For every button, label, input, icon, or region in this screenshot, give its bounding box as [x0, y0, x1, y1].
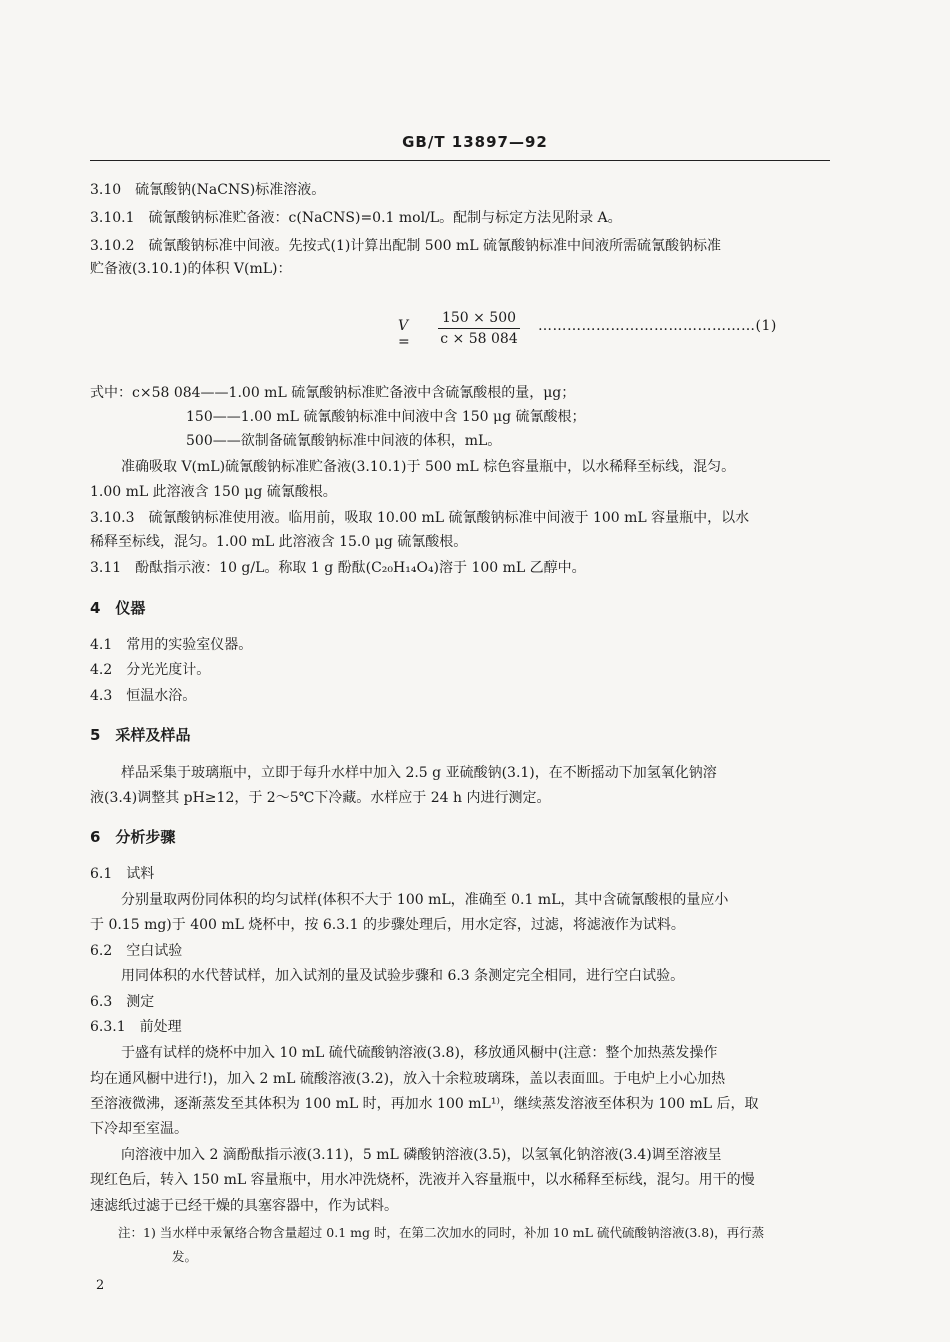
- text-line: 3.10.1 硫氰酸钠标准贮备液：c(NaCNS)=0.1 mol/L。配制与标定方法见附录 A。: [90, 210, 622, 226]
- formula-lhs: V =: [398, 318, 410, 350]
- section-heading-5: 5 采样及样品: [90, 726, 191, 744]
- text-line: 向溶液中加入 2 滴酚酞指示液(3.11)，5 mL 磷酸钠溶液(3.5)，以氢氧化钠溶液(3.4)调至溶液呈: [121, 1147, 722, 1163]
- text-line: 下冷却至室温。: [90, 1121, 188, 1137]
- text-line: 稀释至标线，混匀。1.00 mL 此溶液含 15.0 μg 硫氰酸根。: [90, 534, 468, 550]
- page-header: GB/T 13897—92: [402, 133, 548, 151]
- header-rule: [90, 160, 830, 161]
- formula-fraction: [438, 309, 520, 348]
- text-line: 速滤纸过滤于已经干燥的具塞容器中，作为试料。: [90, 1198, 398, 1214]
- text-line: 用同体积的水代替试样，加入试剂的量及试验步骤和 6.3 条测定完全相同，进行空白试验。: [121, 968, 685, 984]
- text-line: 均在通风橱中进行!)，加入 2 mL 硫酸溶液(3.2)，放入十余粒玻璃珠，盖以表面皿。于电炉上小心加热: [90, 1071, 726, 1087]
- text-line: 4.1 常用的实验室仪器。: [90, 637, 253, 653]
- text-line: 6.3.1 前处理: [90, 1019, 182, 1035]
- text-line: 500——欲制备硫氰酸钠标准中间液的体积，mL。: [186, 433, 502, 449]
- footnote-cont: 发。: [172, 1249, 198, 1264]
- formula-numerator: 150 × 500: [441, 310, 517, 326]
- section-heading-6: 6 分析步骤: [90, 828, 176, 846]
- formula-number: ………………………………………(1): [538, 318, 777, 334]
- text-line: 6.2 空白试验: [90, 943, 183, 959]
- text-line: 6.3 测定: [90, 994, 155, 1010]
- text-line: 于盛有试样的烧杯中加入 10 mL 硫代硫酸钠溶液(3.8)，移放通风橱中(注意：整个加热蒸发操作: [121, 1045, 718, 1061]
- text-line: 液(3.4)调整其 pH≥12，于 2～5℃下冷藏。水样应于 24 h 内进行测定。: [90, 790, 551, 806]
- text-line: 3.10.2 硫氰酸钠标准中间液。先按式(1)计算出配制 500 mL 硫氰酸钠标准中间液所需硫氰酸钠标准: [90, 238, 722, 254]
- text-line: 1.00 mL 此溶液含 150 μg 硫氰酸根。: [90, 484, 337, 500]
- text-line: 3.11 酚酞指示液：10 g/L。称取 1 g 酚酞(C₂₀H₁₄O₄)溶于 100 mL 乙醇中。: [90, 560, 586, 576]
- text-line: 3.10 硫氰酸钠(NaCNS)标准溶液。: [90, 182, 326, 198]
- text-line: 于 0.15 mg)于 400 mL 烧杯中，按 6.3.1 的步骤处理后，用水定容，过滤，将滤液作为试料。: [90, 917, 685, 933]
- text-line: 6.1 试料: [90, 866, 155, 882]
- formula-denominator: c × 58 084: [440, 331, 518, 347]
- text-line: 贮备液(3.10.1)的体积 V(mL)：: [90, 261, 292, 277]
- section-heading-4: 4 仪器: [90, 599, 146, 617]
- footnote: 注：1) 当水样中汞氰络合物含量超过 0.1 mg 时，在第二次加水的同时，补加 10 mL 硫代硫酸钠溶液(3.8)，再行蒸: [118, 1225, 765, 1240]
- text-line: 式中：c×58 084——1.00 mL 硫氰酸钠标准贮备液中含硫氰酸根的量，μg；: [90, 385, 576, 401]
- text-line: 3.10.3 硫氰酸钠标准使用液。临用前，吸取 10.00 mL 硫氰酸钠标准中间液于 100 mL 容量瓶中，以水: [90, 510, 750, 526]
- text-line: 4.3 恒温水浴。: [90, 688, 197, 704]
- text-line: 150——1.00 mL 硫氰酸钠标准中间液中含 150 μg 硫氰酸根；: [186, 409, 586, 425]
- text-line: 分别量取两份同体积的均匀试样(体积不大于 100 mL，准确至 0.1 mL，其中含硫氰酸根的量应小: [121, 892, 729, 908]
- text-line: 4.2 分光光度计。: [90, 662, 211, 678]
- fraction-bar: [438, 328, 520, 329]
- page-number: 2: [96, 1278, 105, 1293]
- text-line: 现红色后，转入 150 mL 容量瓶中，用水冲洗烧杯，洗液并入容量瓶中，以水稀释至标线，混匀。用干的慢: [90, 1172, 755, 1188]
- text-line: 至溶液微沸，逐渐蒸发至其体积为 100 mL 时，再加水 100 mL¹⁾，继续蒸发溶液至体积为 100 mL 后，取: [90, 1096, 759, 1112]
- text-line: 样品采集于玻璃瓶中，立即于每升水样中加入 2.5 g 亚硫酸钠(3.1)，在不断摇动下加氢氧化钠溶: [121, 765, 717, 781]
- text-line: 准确吸取 V(mL)硫氰酸钠标准贮备液(3.10.1)于 500 mL 棕色容量瓶中，以水稀释至标线，混匀。: [121, 459, 736, 475]
